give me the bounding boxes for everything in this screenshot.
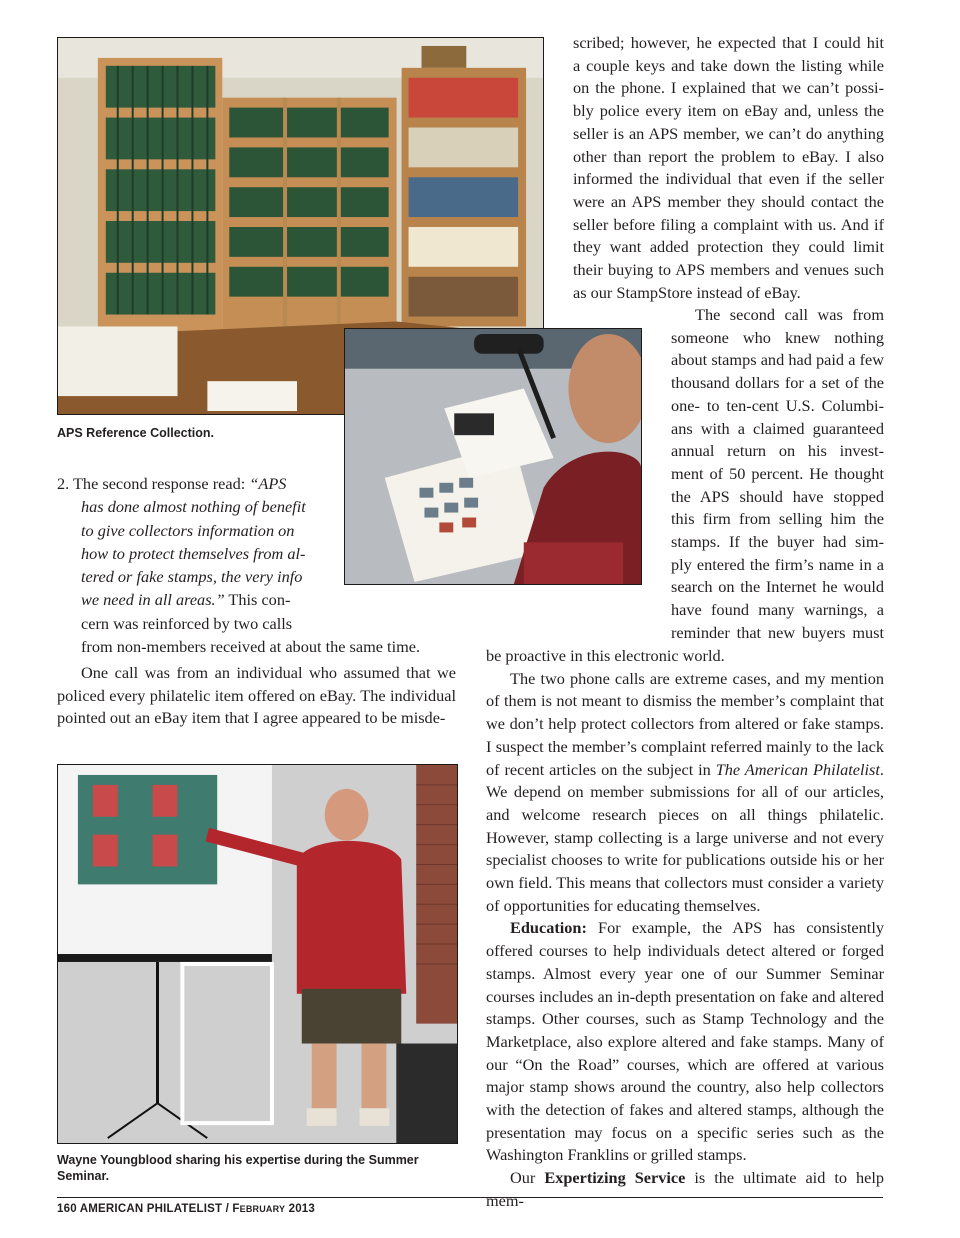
text-line: cern was reinforced by two calls — [81, 613, 293, 633]
text-line: their buying to APS members and venues such — [573, 260, 884, 280]
text-line: this firm from selling him the — [671, 509, 884, 529]
seminar-caption: Wayne Youngblood sharing his expertise during the Summer Seminar. — [57, 1153, 419, 1183]
text-line: as our StampStore instead of eBay. — [573, 282, 801, 302]
text-line — [57, 542, 437, 565]
quote-text: tered or fake stamps, the very info — [81, 567, 303, 587]
text-line: seller is an APS member, we can’t do anything — [573, 123, 884, 143]
text-line: on the phone. I explained that we can’t possi- — [573, 78, 884, 98]
text-line: ment of 50 percent. He thought — [671, 463, 884, 483]
text-line: bly police every item on eBay and, unless the — [573, 101, 884, 121]
text-line: reminder that new buyers must — [671, 622, 884, 642]
page-footer — [57, 1203, 315, 1215]
right-column-main — [486, 645, 884, 1213]
text-line — [57, 472, 437, 495]
text-line: someone who knew nothing — [671, 327, 884, 347]
text-line — [57, 565, 437, 588]
text-line — [57, 519, 437, 542]
quote-text: how to protect themselves from al- — [81, 543, 306, 563]
text-line: The second call was from — [695, 305, 884, 324]
numbered-item-2 — [57, 472, 437, 658]
month-initial: F — [232, 1203, 240, 1215]
paragraph-text: Our — [510, 1168, 545, 1188]
text-line: other than report the problem to eBay. I also — [573, 146, 884, 166]
paragraph-extreme-cases — [486, 668, 884, 918]
right-column-top — [573, 32, 884, 304]
reference-collection-caption: APS Reference Collection. — [57, 426, 214, 440]
paragraph-expertizing — [486, 1167, 884, 1212]
text-line: search on the Internet he would — [671, 577, 884, 597]
education-heading: Education: — [510, 918, 587, 938]
paragraph-text: For example, the APS has consistently offered courses to help individuals detect altered or forged stamps. Almost every year one of our Summer Seminar courses includes an in-depth presentation on fake and altered stamps. Other courses, such as Stamp Technology and the Marketplace, also explore altered and fake stamps. Many of our “On the Road” courses, which are offered at various major stamp shows around the country, also help collectors with the detection of fakes and altered stamps, although the presentation may focus on a specific series such as the Washington Franklins or grilled stamps. — [486, 918, 884, 1165]
text-line: the APS should have stopped — [671, 486, 884, 506]
text-line: annual return on his invest- — [671, 441, 884, 461]
paragraph-text: One call was from an individual who assumed that we policed every philatelic item offered on eBay. The individual pointed out an eBay item that I agree appeared to be misde- — [57, 663, 456, 728]
text-line: were an APS member they should contact the — [573, 191, 884, 211]
quote-text: has done almost nothing of benefit — [81, 497, 306, 517]
text-line: stamps. If the buyer had sim- — [671, 532, 884, 552]
quote-text: “APS — [249, 474, 287, 493]
quote-text: to give collectors information on — [81, 520, 295, 540]
paragraph-text: is the ultimate aid to help mem- — [486, 1168, 885, 1210]
page-number: 160 — [57, 1203, 77, 1215]
text-line: about stamps and had paid a few — [671, 350, 884, 370]
expertizing-heading: Expertizing Service — [544, 1168, 686, 1188]
magazine-name: AMERICAN PHILATELIST / — [79, 1203, 229, 1215]
text-line: scribed; however, he expected that I could hit — [573, 33, 884, 52]
text-line — [57, 588, 437, 611]
issue-month — [232, 1203, 285, 1215]
text-line: ply entered the firm’s name in a — [671, 554, 884, 574]
text-line: from non-members received at about the same time. — [81, 637, 421, 657]
issue-year: 2013 — [288, 1203, 315, 1215]
left-paragraph — [57, 662, 456, 730]
text-line: one- to ten-cent U.S. Columbi- — [671, 395, 884, 415]
right-column-wrap — [671, 304, 884, 645]
paragraph-education — [486, 917, 884, 1167]
paragraph-text: . We depend on member submissions for all of our articles, and welcome research pieces on all things philatelic. However, stamp collecting is a large universe and not every specialist chooses to write for publications outside his or her own field. This means that collectors must consider a variety of opportunities for educating themselves. — [486, 759, 884, 915]
text-line: have found many warnings, a — [671, 600, 884, 620]
journal-title: The American Philatelist — [715, 759, 880, 779]
item-lead: 2. The second response read: — [57, 474, 250, 493]
paragraph-text: The two phone calls are extreme cases, and my mention of them is not meant to dismiss the member’s complaint that we don’t help protect collectors from altered or fake stamps. I suspect the member’s complaint referred mainly to the lack of recent articles on the subject in — [486, 668, 884, 779]
seminar-photo — [57, 764, 458, 1144]
item-text: This con- — [224, 590, 291, 610]
text-line: they want added protection they could limit — [573, 237, 884, 257]
text-line: a couple keys and take down the listing while — [573, 55, 884, 75]
quote-text: we need in all areas.” — [81, 590, 225, 610]
text-line: seller before filing a complaint with us. And if — [573, 214, 884, 234]
text-line: ans with a claimed guaranteed — [671, 418, 884, 438]
text-line: informed the individual that even if the seller — [573, 169, 884, 189]
footer-rule — [57, 1197, 883, 1198]
month-rest: EBRUARY — [239, 1204, 286, 1214]
text-line: thousand dollars for a set of the — [671, 373, 884, 393]
text-line: be proactive in this electronic world. — [486, 646, 725, 665]
text-line — [57, 495, 437, 518]
seminar-presentation-illustration — [58, 765, 457, 1143]
